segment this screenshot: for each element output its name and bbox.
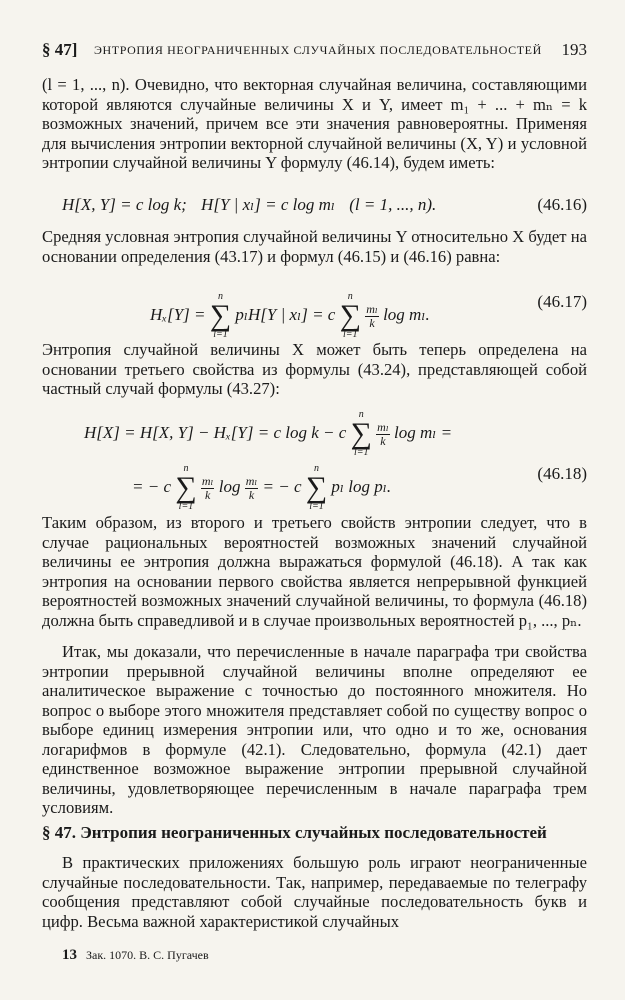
fraction: $\frac{\text{mₗ}}{k}$ (245, 473, 258, 502)
fraction: $\frac{\text{mₗ}}{k}$ (201, 473, 214, 502)
equation-number-46-18: (46.18) (537, 464, 587, 483)
equation-number-46-17: (46.17) (537, 292, 587, 311)
paragraph-6: В практических приложениях большую роль играют неограниченные случайные последовательности. Так, например, передаваемые по телеграфу сообщения представляют собой случайные последовательность букв и цифр. Весьма важной характеристикой случайных (42, 853, 587, 931)
formula-46-17-tail: log mₗ. (383, 304, 430, 324)
formula-46-16-right: H[Y | xₗ] = c log mₗ (201, 195, 335, 214)
sum-symbol: n ∑ l=1 (175, 463, 197, 512)
section-heading: § 47. Энтропия неограниченных случайных последовательностей (42, 823, 547, 842)
sum-symbol: n ∑ l=1 (350, 409, 372, 458)
formula-46-18-tail: pₗ log pₗ. (331, 476, 392, 496)
formula-46-17 (42, 276, 587, 340)
formula-46-18-lhs: H[X] = H[X, Y] − Hₓ[Y] = c log k − c (84, 422, 347, 442)
formula-46-18-mid: log (218, 476, 241, 496)
header-section-ref: § 47] (42, 40, 78, 59)
paragraph-4: Таким образом, из второго и третьего свойств энтропии следует, что в случае рациональных вероятностей возможных значений случайной величины ее энтропия должна выражаться формулой (46.18). А так как энтропия на основании первого свойства является непрерывной функцией вероятностей возможных значений случайной величины, то формула (46.18) должна быть справедливой и в случае произвольных вероятностей p₁, ..., pₙ. (42, 513, 587, 630)
paragraph-1: (l = 1, ..., n). Очевидно, что векторная случайная величина, составляющими которой являются случайные величины X и Y, имеет m₁ + ... + mₙ = k возможных значений, причем все эти значения равновероятны. Применяя для вычисления энтропии векторной случайной величины (X, Y) и условной энтропии случайной величины Y формулу (46.14), будем иметь: (42, 75, 587, 172)
running-header (42, 40, 587, 64)
imprint-text: Зак. 1070. В. С. Пугачев (86, 948, 209, 962)
formula-46-17-lhs: Hₓ[Y] = (150, 304, 206, 324)
footer-imprint (62, 947, 209, 964)
sheet-number: 13 (62, 947, 77, 963)
page-number: 193 (561, 40, 587, 59)
sum-symbol: n ∑ l=1 (209, 291, 232, 340)
equation-number-46-16: (46.16) (537, 195, 587, 214)
fraction: $\frac{\text{mₗ}}{k}$ (366, 301, 378, 330)
paragraph-5: Итак, мы доказали, что перечисленные в начале параграфа три свойства энтропии прерывной случайной величины вполне определяют ее аналитическое выражение с точностью до постоянного множителя. Но вопрос о выборе этого множителя представляет собой по существу вопрос о выборе единиц измерения энтропии или, что одно и то же, основания логарифмов в формуле (42.1). Следовательно, формула (42.1) дает единственное возможное выражение энтропии прерывной случайной величины, удовлетворяющее перечисленным в начале параграфа трем условиям. (42, 642, 587, 817)
formula-46-18-line-1 (42, 394, 587, 458)
formula-46-18-line-2-lhs: = − c (132, 476, 171, 496)
formula-46-16 (42, 195, 587, 215)
fraction: $\frac{\text{mₗ}}{k}$ (377, 419, 389, 448)
formula-46-16-left: H[X, Y] = c log k; (62, 195, 187, 214)
sum-symbol: n ∑ l=1 (339, 291, 361, 340)
formula-46-18-line-1-tail: log mₗ = (394, 422, 453, 442)
formula-46-18-mid2: = − c (262, 476, 302, 496)
header-title: ЭНТРОПИЯ НЕОГРАНИЧЕННЫХ СЛУЧАЙНЫХ ПОСЛЕДОВАТЕЛЬНОСТЕЙ (94, 43, 542, 57)
paragraph-3: Энтропия случайной величины X может быть теперь определена на основании третьего свойства из формулы (43.24), представляющей собой частный случай формулы (43.27): (42, 340, 587, 398)
formula-46-16-range: (l = 1, ..., n). (349, 195, 437, 214)
formula-46-18-line-2 (42, 448, 587, 512)
paragraph-2: Средняя условная энтропия случайной величины Y относительно X будет на основании определения (43.17) и формул (46.15) и (46.16) равна: (42, 227, 587, 266)
sum-symbol: n ∑ l=1 (305, 463, 328, 512)
formula-46-17-term: pₗH[Y | xₗ] = c (235, 304, 336, 324)
